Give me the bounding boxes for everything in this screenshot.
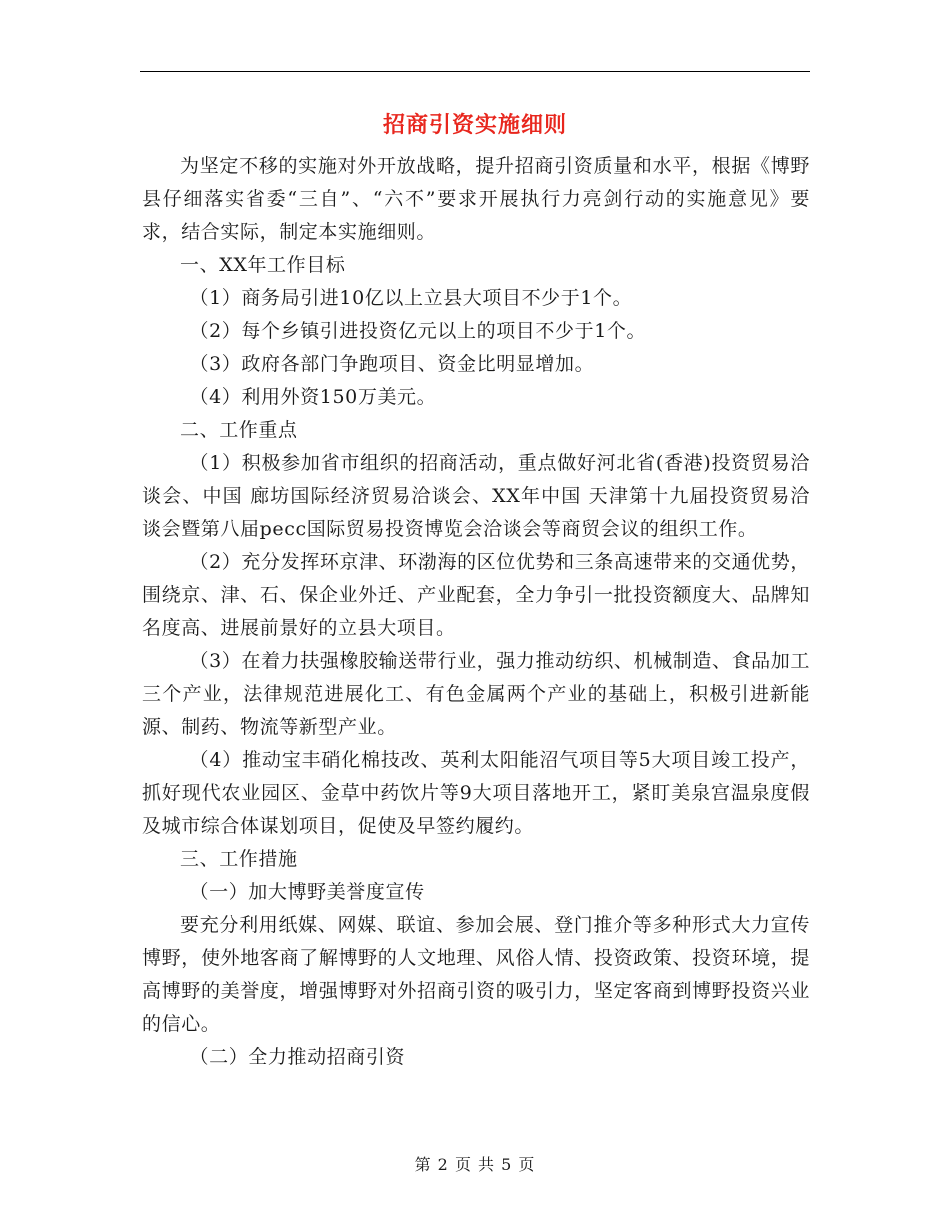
page-indicator: 第 2 页 共 5 页: [414, 1155, 536, 1174]
document-title: 招商引资实施细则: [382, 112, 567, 138]
focus-item: （1）积极参加省市组织的招商活动，重点做好河北省(香港)投资贸易洽谈会、中国 廊坊国际经济贸易洽谈会、XX年中国 天津第十九届投资贸易洽谈会暨第八届pecc国际贸易投资博览会洽谈会等商贸会议的组织工作。: [142, 452, 810, 540]
focus-item: （3）在着力扶强橡胶输送带行业，强力推动纺织、机械制造、食品加工三个产业，法律规范进展化工、有色金属两个产业的基础上，积极引进新能源、制药、物流等新型产业。: [142, 650, 810, 738]
section-heading-focus: 二、工作重点: [180, 419, 298, 441]
document-body: [142, 150, 810, 1074]
header-rule: [140, 71, 810, 72]
measure-paragraph: 要充分利用纸媒、网媒、联谊、参加会展、登门推介等多种形式大力宣传博野，使外地客商了解博野的人文地理、风俗人情、投资政策、投资环境，提高博野的美誉度，增强博野对外招商引资的吸引力，坚定客商到博野投资兴业的信心。: [142, 914, 810, 1035]
focus-item: （4）推动宝丰硝化棉技改、英利太阳能沼气项目等5大项目竣工投产，抓好现代农业园区、金草中药饮片等9大项目落地开工，紧盯美泉宫温泉度假及城市综合体谋划项目，促使及早签约履约。: [142, 749, 810, 837]
section-heading-measures: 三、工作措施: [180, 848, 298, 870]
section-heading-goals: 一、XX年工作目标: [180, 254, 346, 276]
focus-item: （2）充分发挥环京津、环渤海的区位优势和三条高速带来的交通优势，围绕京、津、石、保企业外迁、产业配套，全力争引一批投资额度大、品牌知名度高、进展前景好的立县大项目。: [142, 551, 810, 639]
goal-item: （4）利用外资150万美元。: [189, 386, 437, 408]
subsection-heading: （一）加大博野美誉度宣传: [189, 881, 425, 903]
goal-item: （2）每个乡镇引进投资亿元以上的项目不少于1个。: [189, 320, 647, 342]
goal-item: （1）商务局引进10亿以上立县大项目不少于1个。: [189, 287, 633, 309]
subsection-heading: （二）全力推动招商引资: [189, 1046, 406, 1068]
intro-paragraph: 为坚定不移的实施对外开放战略，提升招商引资质量和水平，根据《博野县仔细落实省委“三自”、“六不”要求开展执行力亮剑行动的实施意见》要求，结合实际，制定本实施细则。: [142, 155, 810, 243]
goal-item: （3）政府各部门争跑项目、资金比明显增加。: [189, 353, 595, 375]
